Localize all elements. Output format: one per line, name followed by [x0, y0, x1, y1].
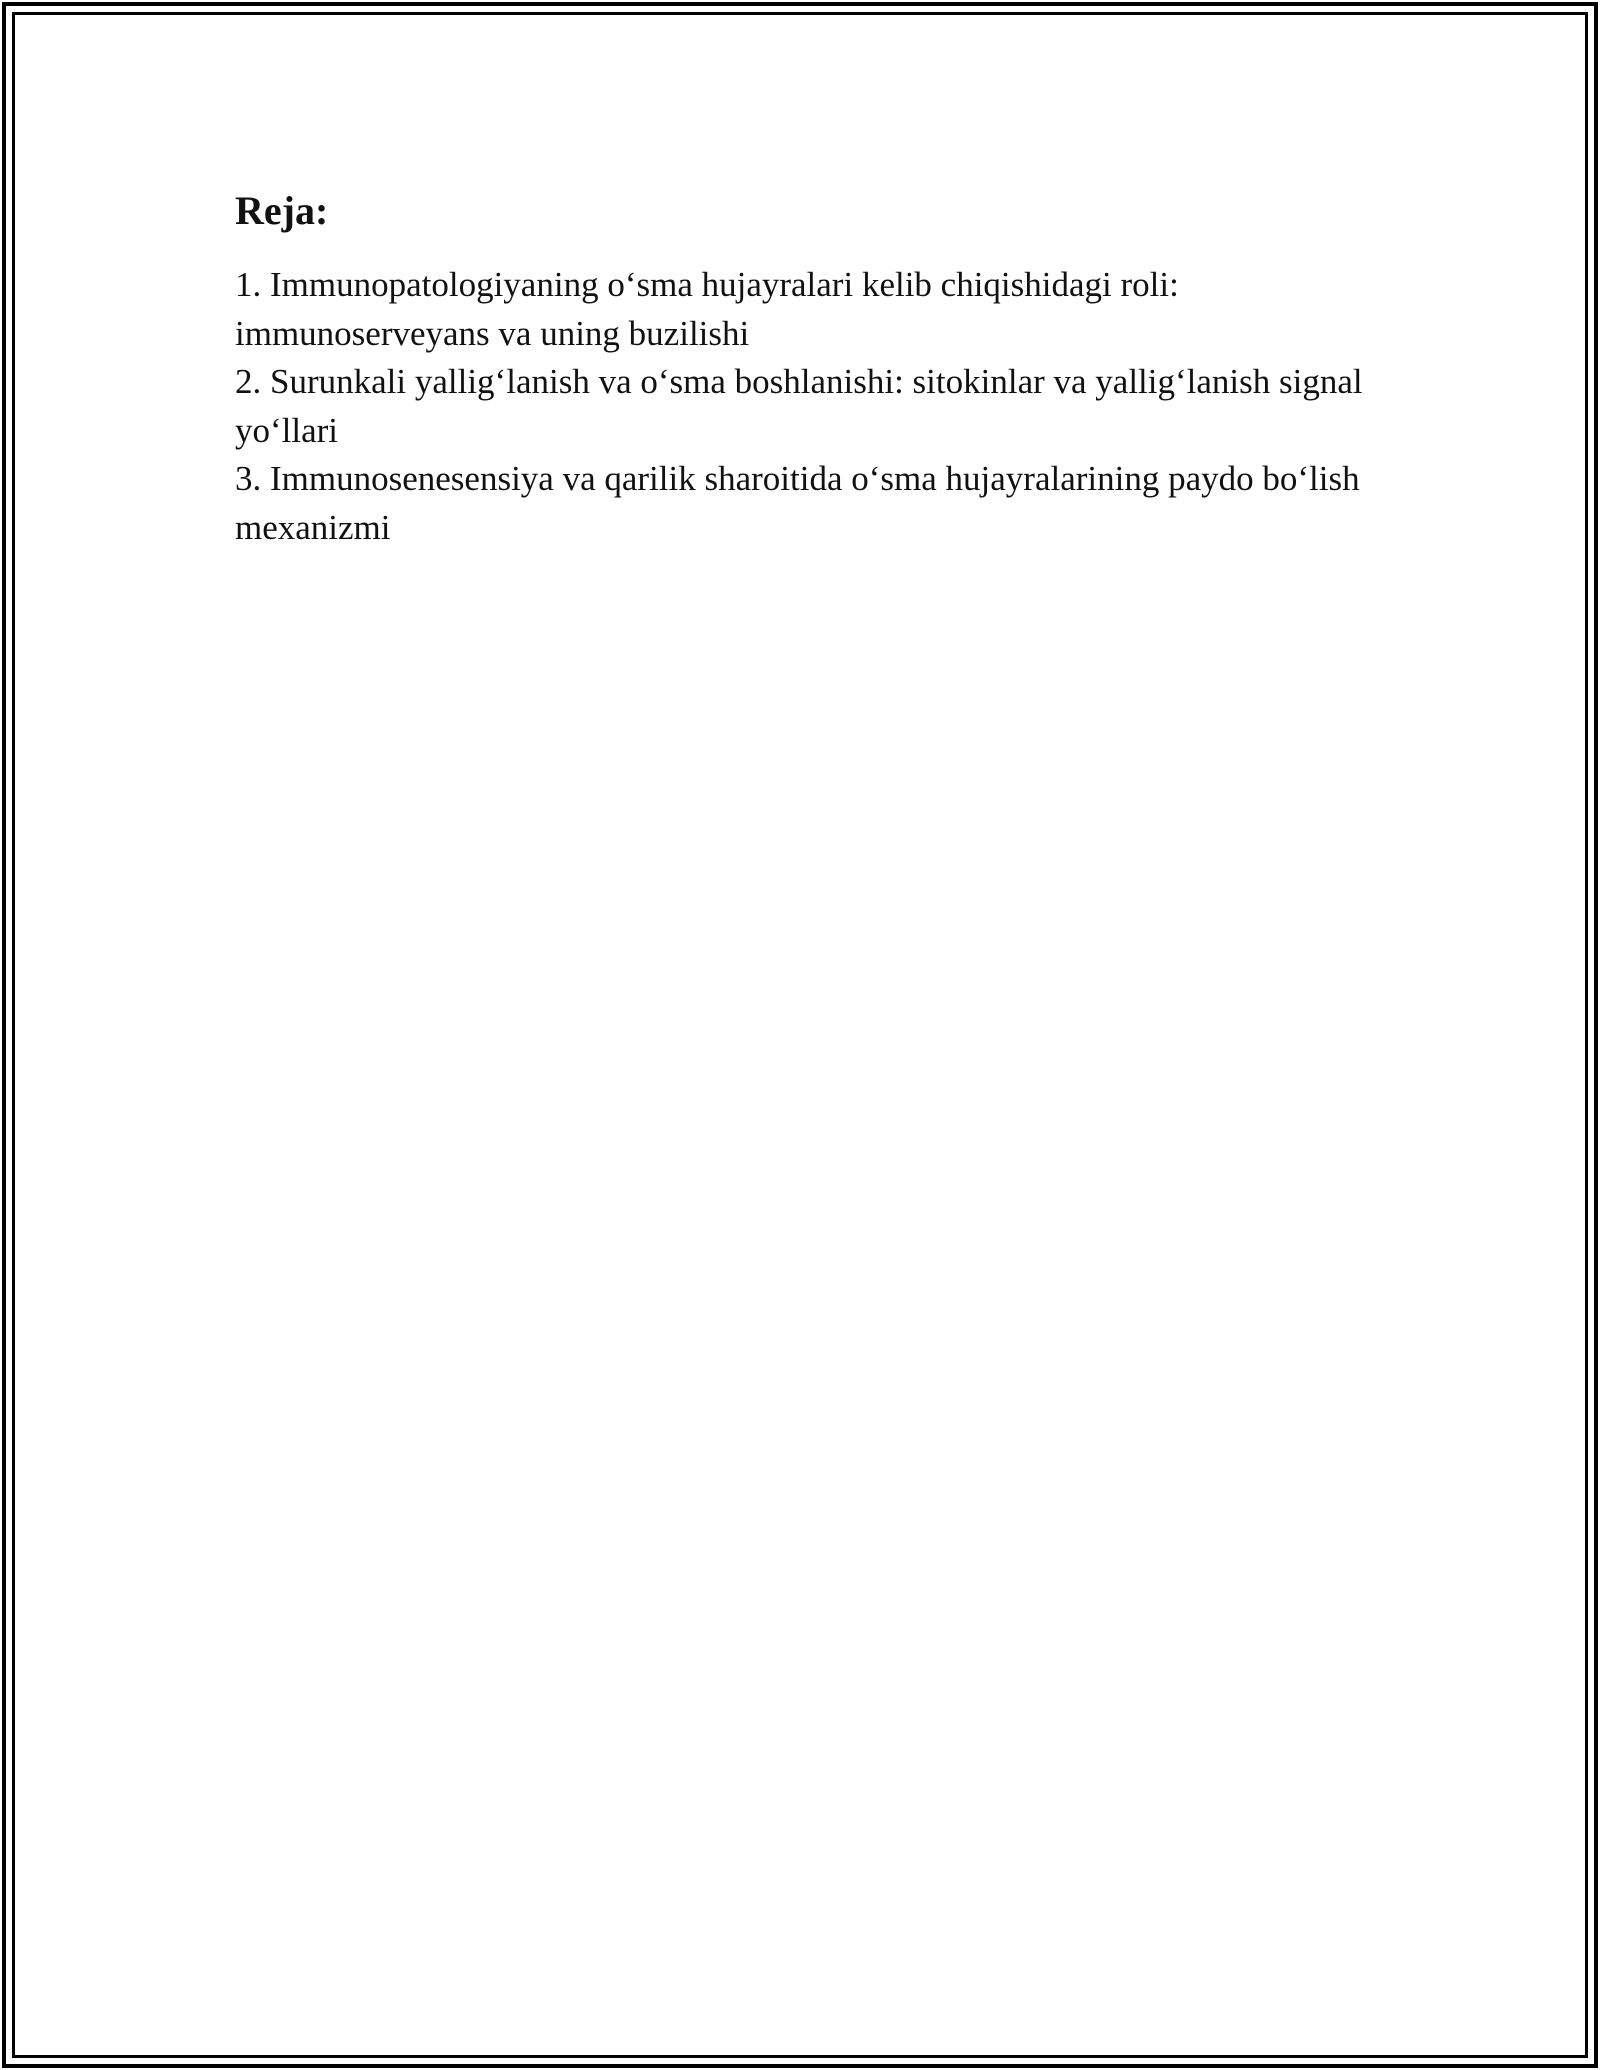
plan-list	[235, 261, 1385, 552]
plan-item-2: 2. Surunkali yallig‘lanish va o‘sma boshlanishi: sitokinlar va yallig‘lanish signal yo‘llari	[235, 362, 1363, 450]
document-body	[235, 185, 1385, 552]
plan-heading: Reja:	[235, 188, 329, 233]
plan-item-3: 3. Immunosenesensiya va qarilik sharoitida o‘sma hujayralarining paydo bo‘lish mexanizmi	[235, 459, 1360, 547]
plan-item-1: 1. Immunopatologiyaning o‘sma hujayralari kelib chiqishidagi roli: immunoserveyans va uning buzilishi	[235, 265, 1179, 353]
